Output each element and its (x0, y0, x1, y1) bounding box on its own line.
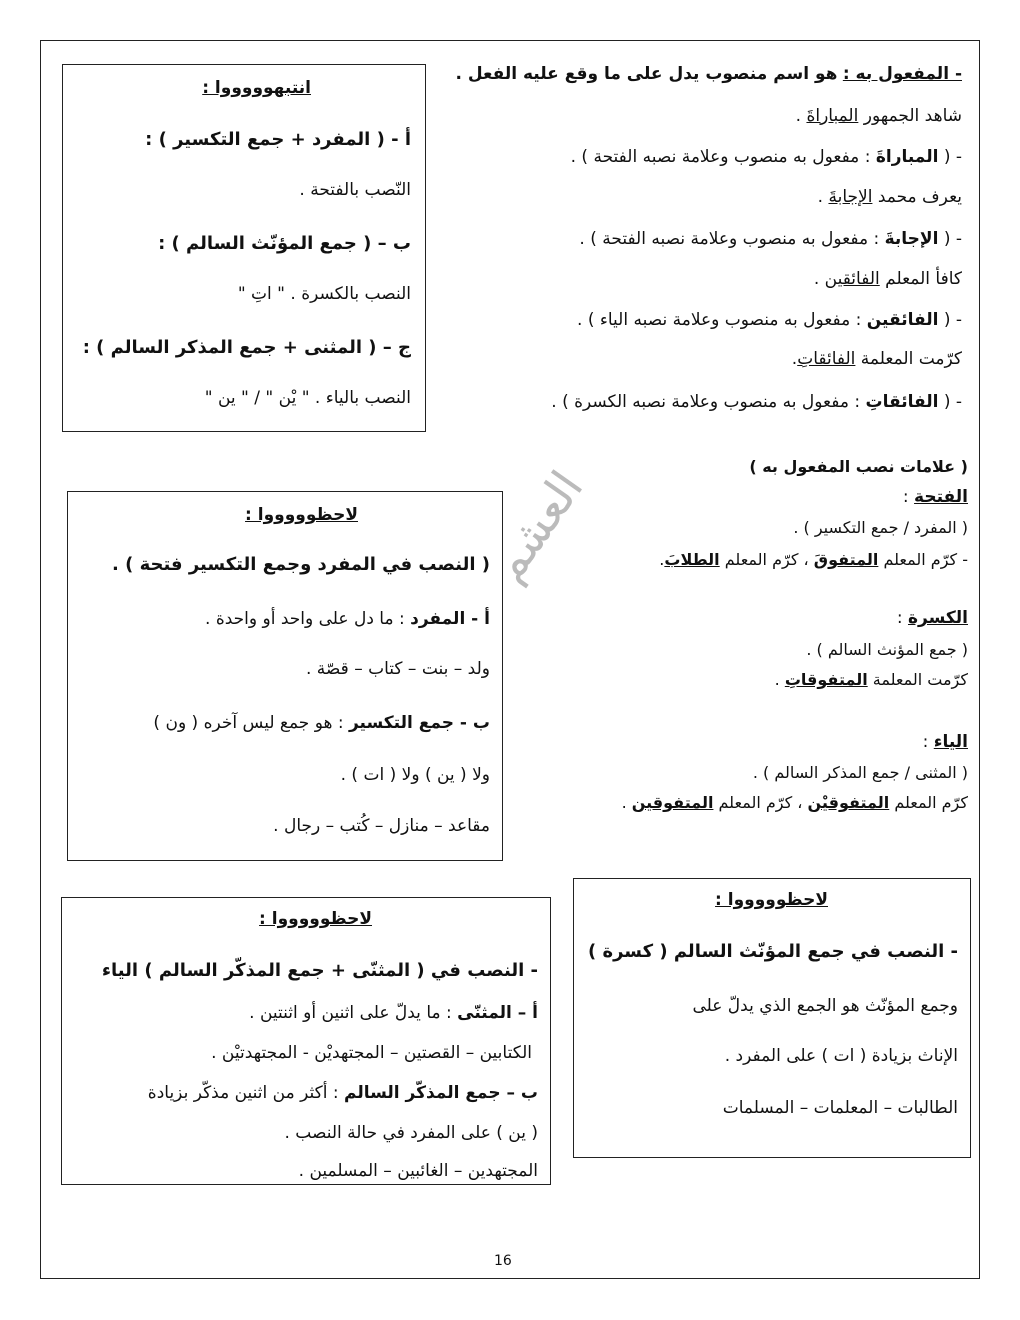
attention-a-head: أ - ( المفرد + جمع التكسير ) : (145, 129, 411, 150)
example-word: المتفوقَ (813, 550, 879, 569)
note-box-2 (61, 897, 551, 1185)
note-2-a: أ – المثنّى : ما يدلّ على اثنين أو اثنتين . (249, 1003, 538, 1023)
kasra-types: ( جمع المؤنث السالم ) . (806, 640, 968, 659)
example-word: المتفوقين (631, 793, 714, 812)
example-sentence-4: كرّمت المعلمة الفائقاتِ. (791, 349, 962, 369)
yaa-types: ( المثنى / جمع المذكر السالم ) . (752, 763, 968, 782)
note-2-b-examples: المجتهدين – الغائبين – المسلمين . (298, 1161, 538, 1181)
note-2-b-text2: ( ين ) على المفرد في حالة النصب . (284, 1123, 538, 1143)
note-3-line2: الإناث بزيادة ( ات ) على المفرد . (724, 1046, 958, 1066)
attention-a-text: النّصب بالفتحة . (299, 180, 411, 200)
definition-heading: - المفعول به : (842, 64, 962, 84)
note-3-line3: الطالبات – المعلمات – المسلمات (722, 1098, 958, 1118)
note-1-a-head: أ - المفرد (410, 609, 490, 629)
fatha-types: ( المفرد / جمع التكسير ) . (793, 518, 968, 537)
note-1-rule: ( النصب في المفرد وجمع التكسير فتحة ) . (111, 554, 490, 575)
example-sentence-2: يعرف محمد الإجابةَ . (817, 187, 962, 207)
analysis-word: الفائقين (866, 310, 939, 330)
attention-b-text: النصب بالكسرة . " اتِ " (237, 284, 411, 304)
example-word: المتفوقيْن (807, 793, 890, 812)
note-2-b: ب – جمع المذكّر السالم : أكثر من اثنين مذكّر بزيادة (147, 1083, 538, 1103)
page-number: 16 (494, 1253, 512, 1269)
attention-title: انتبهوووووا : (202, 78, 311, 98)
example-analysis-2: - ( الإجابةَ : مفعول به منصوب وعلامة نصبه الفتحة ) . (579, 229, 962, 249)
definition-text: هو اسم منصوب يدل على ما وقع عليه الفعل . (455, 64, 838, 84)
kasra-example: كرّمت المعلمة المتفوقاتِ . (774, 670, 968, 689)
yaa-label-line: الياء : (922, 732, 968, 752)
example-analysis-1: - ( المباراةَ : مفعول به منصوب وعلامة نصبه الفتحة ) . (570, 147, 962, 167)
yaa-example: كرّم المعلم المتفوقيْن ، كرّم المعلم المتفوقين . (621, 793, 968, 812)
example-word: المتفوقاتِ (784, 670, 868, 689)
example-word: الفائقين (824, 269, 880, 289)
example-word: الفائقاتِ (797, 349, 856, 369)
example-sentence-1: شاهد الجمهور المباراةَ . (795, 106, 962, 126)
definition-line (455, 63, 962, 85)
signs-heading: ( علامات نصب المفعول به ) (749, 457, 968, 476)
note-2-rule: - النصب في ( المثنّى + جمع المذكّر السالم ) الياء (101, 960, 538, 981)
note-box-1 (67, 491, 503, 861)
attention-c-text: النصب بالياء . " يْن " / " ين " (204, 388, 411, 408)
attention-c-head: ج – ( المثنى + جمع المذكر السالم ) : (82, 337, 411, 358)
analysis-word: الإجابةَ (884, 229, 939, 249)
attention-b-head: ب – ( جمع المؤنّث السالم ) : (158, 233, 411, 254)
example-sentence-3: كافأ المعلم الفائقين . (813, 269, 962, 289)
example-word: المباراةَ (806, 106, 859, 126)
kasra-label-line: الكسرة : (896, 608, 968, 628)
attention-box (62, 64, 426, 432)
note-1-b: ب - جمع التكسير : هو جمع ليس آخره ( ون ) (153, 713, 490, 733)
example-analysis-4: - ( الفائقاتِ : مفعول به منصوب وعلامة نصبه الكسرة ) . (551, 392, 962, 412)
note-2-a-examples: الكتابين – القصتين – المجتهديْن - المجتهدتيْن . (211, 1043, 532, 1063)
example-word: الطلابَ (664, 550, 720, 569)
note-3-title: لاحظوووووا : (715, 890, 828, 910)
note-3-line1: وجمع المؤنّث هو الجمع الذي يدلّ على (692, 996, 958, 1016)
note-3-rule: - النصب في جمع المؤنّث السالم ( كسرة ) (587, 941, 958, 962)
fatha-label: الفتحة (914, 487, 968, 507)
watermark: العشم (480, 461, 594, 591)
analysis-word: الفائقاتِ (865, 392, 939, 412)
note-1-a: أ - المفرد : ما دل على واحد أو واحدة . (205, 609, 490, 629)
note-1-b-examples: مقاعد – منازل – كُتب – رجال . (273, 816, 490, 836)
kasra-label: الكسرة (907, 608, 968, 628)
note-1-title: لاحظوووووا : (245, 505, 358, 525)
fatha-label-line: الفتحة : (902, 487, 968, 507)
yaa-label: الياء (933, 732, 968, 752)
note-1-b-text2: ولا ( ين ) ولا ( ات ) . (340, 765, 490, 785)
note-2-a-head: أ – المثنّى (457, 1003, 538, 1023)
note-1-a-examples: ولد – بنت – كتاب – قصّة . (306, 659, 490, 679)
note-2-b-head: ب – جمع المذكّر السالم (343, 1083, 538, 1103)
note-2-title: لاحظوووووا : (259, 909, 372, 929)
example-word: الإجابةَ (828, 187, 873, 207)
note-box-3 (573, 878, 971, 1158)
example-analysis-3: - ( الفائقين : مفعول به منصوب وعلامة نصبه الياء ) . (577, 310, 962, 330)
analysis-word: المباراةَ (875, 147, 939, 167)
fatha-example: - كرّم المعلم المتفوقَ ، كرّم المعلم الطلابَ. (659, 550, 968, 569)
note-1-b-head: ب - جمع التكسير (348, 713, 490, 733)
